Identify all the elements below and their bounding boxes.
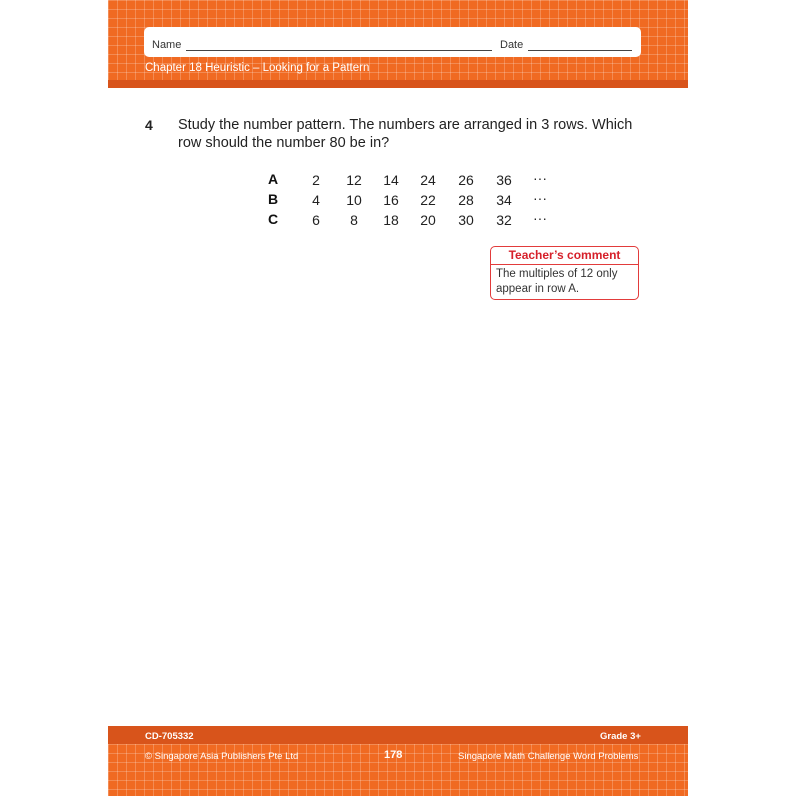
- row-label: A: [268, 171, 279, 187]
- ellipsis: ···: [533, 170, 547, 186]
- teacher-comment-title: Teacher’s comment: [491, 247, 638, 265]
- book-title: Singapore Math Challenge Word Problems: [458, 751, 639, 762]
- name-label: Name: [152, 39, 182, 51]
- pattern-number: 2: [312, 172, 320, 188]
- row-label: C: [268, 211, 279, 227]
- pattern-number: 14: [383, 172, 399, 188]
- header-strip: [108, 80, 688, 88]
- pattern-number: 30: [458, 212, 474, 228]
- grade-label: Grade 3+: [600, 731, 641, 742]
- pattern-number: 18: [383, 212, 399, 228]
- pattern-number: 22: [420, 192, 436, 208]
- row-label: B: [268, 191, 279, 207]
- name-field[interactable]: [186, 50, 492, 51]
- pattern-number: 6: [312, 212, 320, 228]
- date-field[interactable]: [528, 50, 632, 51]
- worksheet-page: [108, 0, 688, 796]
- chapter-title: Chapter 18 Heuristic – Looking for a Pattern: [145, 62, 370, 74]
- pattern-number: 8: [350, 212, 358, 228]
- pattern-number: 28: [458, 192, 474, 208]
- pattern-number: 36: [496, 172, 512, 188]
- pattern-number: 20: [420, 212, 436, 228]
- pattern-number: 12: [346, 172, 362, 188]
- pattern-number: 26: [458, 172, 474, 188]
- date-label: Date: [500, 39, 524, 51]
- ellipsis: ···: [533, 190, 547, 206]
- pattern-number: 10: [346, 192, 362, 208]
- pattern-number: 4: [312, 192, 320, 208]
- pattern-number: 34: [496, 192, 512, 208]
- name-date-box: [144, 27, 641, 57]
- question-text: Study the number pattern. The numbers are arranged in 3 rows. Which row should the number 80 be in?: [178, 117, 633, 151]
- teacher-comment-box: [490, 246, 639, 300]
- page-number: 178: [384, 749, 403, 761]
- ellipsis: ···: [533, 210, 547, 226]
- publisher-copyright: © Singapore Asia Publishers Pte Ltd: [145, 751, 299, 762]
- pattern-number: 32: [496, 212, 512, 228]
- teacher-comment-body: The multiples of 12 only appear in row A.: [496, 268, 618, 295]
- pattern-number: 24: [420, 172, 436, 188]
- question-number: 4: [145, 117, 153, 133]
- product-code: CD-705332: [145, 731, 194, 742]
- pattern-number: 16: [383, 192, 399, 208]
